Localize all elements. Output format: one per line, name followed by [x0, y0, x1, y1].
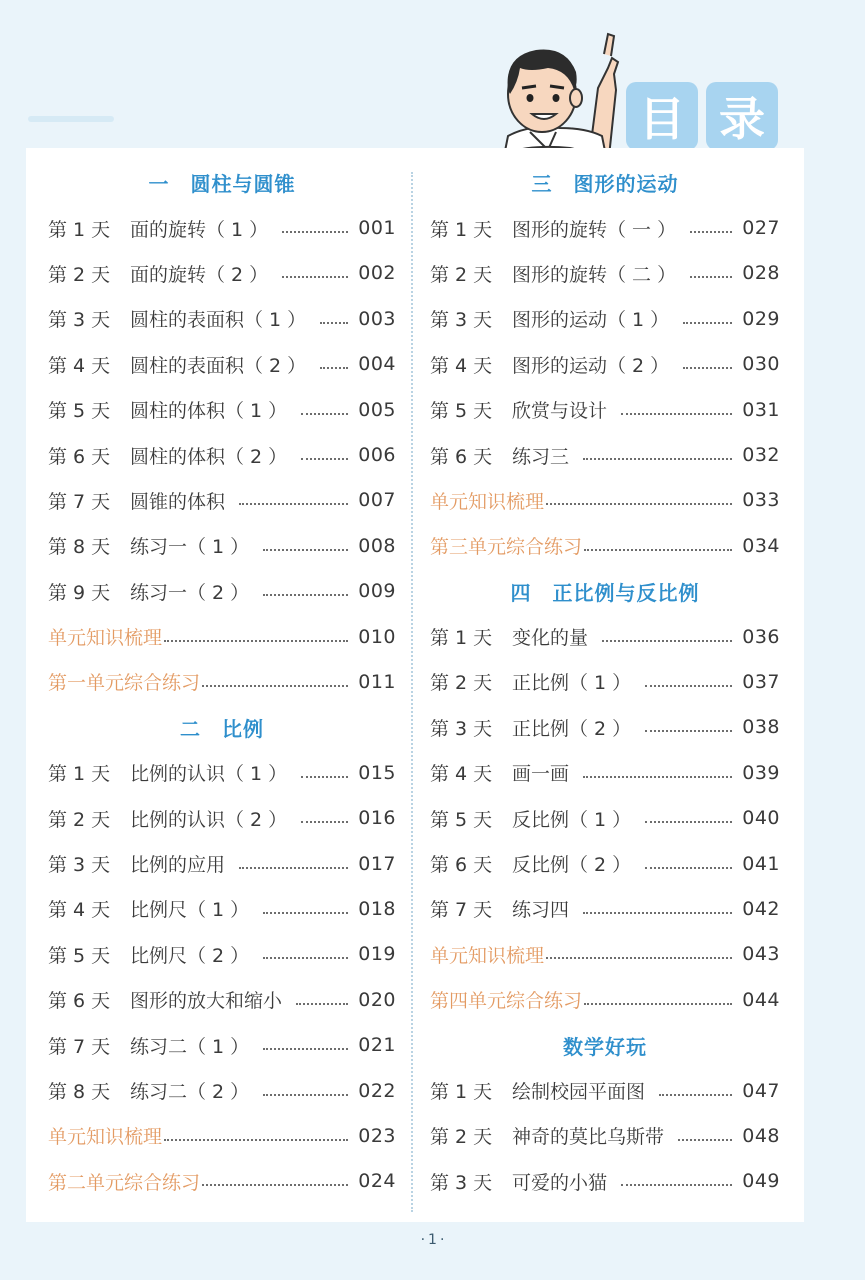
entry-title: 图形的旋转（ 二 ） — [512, 263, 677, 286]
toc-entry[interactable] — [48, 296, 396, 341]
day-label: 第 6 天 — [48, 990, 111, 1013]
leader-dots — [164, 1139, 348, 1141]
leader-dots — [263, 1094, 348, 1096]
toc-entry[interactable] — [48, 432, 396, 477]
day-label: 第 2 天 — [48, 263, 111, 286]
page-number: 039 — [742, 761, 780, 784]
page-number: 043 — [742, 943, 780, 966]
leader-dots — [645, 867, 732, 869]
entry-title: 圆柱的表面积（ 1 ） — [130, 309, 307, 332]
day-label: 第 7 天 — [430, 899, 493, 922]
leader-dots — [683, 367, 732, 369]
entry-title: 练习一（ 2 ） — [130, 581, 250, 604]
entry-title: 第三单元综合练习 — [430, 536, 583, 559]
page-number: 049 — [742, 1170, 780, 1193]
unit-title-2: 二 比例 — [180, 716, 264, 741]
toc-left-column — [48, 160, 396, 1204]
leader-dots — [602, 640, 732, 642]
column-divider — [411, 172, 413, 1212]
page-number: 021 — [358, 1034, 396, 1057]
toc-entry[interactable] — [48, 1022, 396, 1067]
entry-title: 单元知识梳理 — [430, 490, 545, 513]
leader-dots — [546, 503, 732, 505]
unit-title-4: 四 正比例与反比例 — [510, 580, 700, 605]
entry-title: 比例的认识（ 1 ） — [130, 763, 288, 786]
entry-title: 单元知识梳理 — [430, 944, 545, 967]
leader-dots — [263, 1048, 348, 1050]
page-number: 024 — [358, 1170, 396, 1193]
entry-title: 正比例（ 2 ） — [512, 717, 632, 740]
page-number: 010 — [358, 625, 396, 648]
toc-entry[interactable] — [430, 251, 780, 296]
toc-entry[interactable] — [48, 795, 396, 840]
entry-title: 比例的应用 — [130, 854, 226, 877]
day-label: 第 5 天 — [48, 944, 111, 967]
page-number: 015 — [358, 761, 396, 784]
toc-entry[interactable] — [430, 705, 780, 750]
page-number: 020 — [358, 988, 396, 1011]
page-number: 034 — [742, 534, 780, 557]
day-label: 第 3 天 — [430, 309, 493, 332]
leader-dots — [301, 413, 348, 415]
entry-title: 练习三 — [512, 445, 570, 468]
leader-dots — [239, 503, 348, 505]
toc-entry[interactable] — [48, 977, 396, 1022]
leader-dots — [583, 912, 732, 914]
unit-title-1: 一 圆柱与圆锥 — [148, 172, 296, 197]
leader-dots — [263, 957, 348, 959]
leader-dots — [678, 1139, 732, 1141]
leader-dots — [263, 549, 348, 551]
entry-title: 练习一（ 1 ） — [130, 536, 250, 559]
page-number: 006 — [358, 444, 396, 467]
day-label: 第 6 天 — [430, 445, 493, 468]
day-label: 第 3 天 — [430, 1171, 493, 1194]
leader-dots — [239, 867, 348, 869]
page-number: 032 — [742, 444, 780, 467]
entry-title: 比例尺（ 2 ） — [130, 944, 250, 967]
entry-title: 第一单元综合练习 — [48, 672, 201, 695]
leader-dots — [202, 685, 348, 687]
toc-entry[interactable] — [48, 569, 396, 614]
toc-entry-review[interactable] — [48, 659, 396, 704]
page-number: 009 — [358, 580, 396, 603]
page-number: 002 — [358, 262, 396, 285]
toc-entry-review[interactable] — [430, 977, 780, 1022]
day-label: 第 5 天 — [48, 400, 111, 423]
day-label: 第 2 天 — [430, 1126, 493, 1149]
toc-entry[interactable] — [430, 205, 780, 250]
leader-dots — [645, 821, 732, 823]
page-number: 029 — [742, 307, 780, 330]
entry-title: 比例的认识（ 2 ） — [130, 808, 288, 831]
toc-entry[interactable] — [48, 478, 396, 523]
day-label: 第 5 天 — [430, 808, 493, 831]
entry-title: 图形的放大和缩小 — [130, 990, 283, 1013]
page-number: 047 — [742, 1079, 780, 1102]
page-number: 037 — [742, 670, 780, 693]
page-number: 023 — [358, 1124, 396, 1147]
entry-title: 图形的运动（ 2 ） — [512, 354, 670, 377]
entry-title: 圆柱的体积（ 1 ） — [130, 400, 288, 423]
entry-title: 神奇的莫比乌斯带 — [512, 1126, 665, 1149]
page-number: 027 — [742, 217, 780, 240]
toc-entry-review[interactable] — [48, 1113, 396, 1158]
entry-title: 反比例（ 2 ） — [512, 854, 632, 877]
page-number: 040 — [742, 807, 780, 830]
toc-entry[interactable] — [430, 296, 780, 341]
toc-entry[interactable] — [430, 1159, 780, 1204]
page-number: 038 — [742, 716, 780, 739]
page-number: 041 — [742, 852, 780, 875]
leader-dots — [584, 549, 732, 551]
page-number: 019 — [358, 943, 396, 966]
day-label: 第 4 天 — [430, 763, 493, 786]
leader-dots — [301, 458, 348, 460]
page-number: 008 — [358, 534, 396, 557]
toc-entry[interactable] — [430, 659, 780, 704]
day-label: 第 8 天 — [48, 1081, 111, 1103]
day-label: 第 4 天 — [430, 354, 493, 377]
day-label: 第 1 天 — [430, 218, 493, 241]
entry-title: 变化的量 — [512, 627, 589, 650]
leader-dots — [546, 957, 732, 959]
leader-dots — [645, 685, 732, 687]
day-label: 第 1 天 — [48, 218, 111, 241]
leader-dots — [301, 821, 348, 823]
day-label: 第 2 天 — [430, 263, 493, 286]
entry-title: 练习二（ 2 ） — [130, 1081, 250, 1103]
toc-entry[interactable] — [430, 614, 780, 659]
toc-entry[interactable] — [48, 841, 396, 886]
toc-entry[interactable] — [48, 1068, 396, 1113]
unit-title-3: 三 图形的运动 — [531, 172, 679, 197]
entry-title: 单元知识梳理 — [48, 627, 163, 650]
page-number: 018 — [358, 897, 396, 920]
leader-dots — [263, 594, 348, 596]
leader-dots — [621, 413, 732, 415]
title-char-2: 录 — [706, 82, 778, 150]
leader-dots — [320, 322, 348, 324]
toc-entry[interactable] — [48, 251, 396, 296]
toc-entry[interactable] — [48, 205, 396, 250]
day-label: 第 2 天 — [430, 672, 493, 695]
toc-entry[interactable] — [430, 750, 780, 795]
leader-dots — [645, 730, 732, 732]
toc-entry[interactable] — [48, 932, 396, 977]
toc-entry[interactable] — [48, 886, 396, 931]
day-label: 第 7 天 — [48, 490, 111, 513]
entry-title: 第四单元综合练习 — [430, 990, 583, 1013]
page-number: 022 — [358, 1079, 396, 1102]
leader-dots — [659, 1094, 732, 1096]
leader-dots — [583, 458, 732, 460]
entry-title: 图形的运动（ 1 ） — [512, 309, 670, 332]
day-label: 第 4 天 — [48, 899, 111, 922]
day-label: 第 9 天 — [48, 581, 111, 604]
page-number: 017 — [358, 852, 396, 875]
page-number: 028 — [742, 262, 780, 285]
entry-title: 圆锥的体积 — [130, 490, 226, 513]
page-number: 031 — [742, 398, 780, 421]
page-number: 036 — [742, 625, 780, 648]
leader-dots — [584, 1003, 732, 1005]
entry-title: 画一画 — [512, 763, 570, 786]
page-number: 030 — [742, 353, 780, 376]
day-label: 第 3 天 — [430, 717, 493, 740]
leader-dots — [683, 322, 732, 324]
page-number: 001 — [358, 217, 396, 240]
title-char-1: 目 — [626, 82, 698, 150]
day-label: 第 6 天 — [48, 445, 111, 468]
leader-dots — [690, 276, 732, 278]
top-left-decoration — [26, 112, 116, 128]
entry-title: 圆柱的表面积（ 2 ） — [130, 354, 307, 377]
toc-right-column — [430, 160, 780, 1204]
page-number: 004 — [358, 353, 396, 376]
leader-dots — [301, 776, 348, 778]
leader-dots — [202, 1184, 348, 1186]
day-label: 第 6 天 — [430, 854, 493, 877]
leader-dots — [263, 912, 348, 914]
page-number: 003 — [358, 307, 396, 330]
leader-dots — [583, 776, 732, 778]
entry-title: 练习二（ 1 ） — [130, 1035, 250, 1058]
page-number: 011 — [358, 670, 396, 693]
entry-title: 正比例（ 1 ） — [512, 672, 632, 695]
cartoon-boy-illustration — [490, 28, 640, 166]
toc-entry[interactable] — [430, 1068, 780, 1113]
entry-title: 比例尺（ 1 ） — [130, 899, 250, 922]
toc-entry[interactable] — [430, 387, 780, 432]
leader-dots — [621, 1184, 732, 1186]
page-number: 048 — [742, 1124, 780, 1147]
entry-title: 面的旋转（ 1 ） — [130, 218, 269, 241]
day-label: 第 1 天 — [430, 627, 493, 650]
page-number: 044 — [742, 988, 780, 1011]
day-label: 第 8 天 — [48, 536, 111, 559]
day-label: 第 2 天 — [48, 808, 111, 831]
toc-entry[interactable] — [48, 750, 396, 795]
footer-page-number: · 1 · — [418, 1232, 448, 1248]
entry-title: 练习四 — [512, 899, 570, 922]
entry-title: 单元知识梳理 — [48, 1126, 163, 1149]
day-label: 第 5 天 — [430, 400, 493, 423]
page-number: 016 — [358, 807, 396, 830]
day-label: 第 1 天 — [48, 763, 111, 786]
page-footer-number — [0, 1232, 865, 1248]
toc-entry[interactable] — [430, 342, 780, 387]
page-number: 007 — [358, 489, 396, 512]
toc-entry[interactable] — [430, 841, 780, 886]
toc-entry[interactable] — [430, 886, 780, 931]
day-label: 第 4 天 — [48, 354, 111, 377]
entry-title: 第二单元综合练习 — [48, 1171, 201, 1194]
leader-dots — [282, 276, 348, 278]
day-label: 第 3 天 — [48, 854, 111, 877]
page-number: 042 — [742, 897, 780, 920]
toc-entry[interactable] — [430, 432, 780, 477]
day-label: 第 1 天 — [430, 1081, 493, 1103]
toc-entry-review[interactable] — [430, 478, 780, 523]
toc-entry[interactable] — [48, 387, 396, 432]
toc-entry-review[interactable] — [48, 614, 396, 659]
entry-title: 反比例（ 1 ） — [512, 808, 632, 831]
toc-entry[interactable] — [430, 1113, 780, 1158]
leader-dots — [320, 367, 348, 369]
entry-title: 面的旋转（ 2 ） — [130, 263, 269, 286]
page-number: 005 — [358, 398, 396, 421]
toc-entry[interactable] — [430, 795, 780, 840]
toc-entry-review[interactable] — [430, 523, 780, 568]
entry-title: 欣赏与设计 — [512, 400, 608, 423]
leader-dots — [296, 1003, 348, 1005]
leader-dots — [690, 231, 732, 233]
day-label: 第 3 天 — [48, 309, 111, 332]
leader-dots — [282, 231, 348, 233]
entry-title: 图形的旋转（ 一 ） — [512, 218, 677, 241]
entry-title: 绘制校园平面图 — [512, 1081, 646, 1103]
leader-dots — [164, 640, 348, 642]
toc-entry[interactable] — [48, 342, 396, 387]
page-number: 033 — [742, 489, 780, 512]
day-label: 第 7 天 — [48, 1035, 111, 1058]
toc-entry-review[interactable] — [48, 1159, 396, 1204]
toc-entry[interactable] — [48, 523, 396, 568]
toc-entry-review[interactable] — [430, 932, 780, 977]
entry-title: 圆柱的体积（ 2 ） — [130, 445, 288, 468]
entry-title: 可爱的小猫 — [512, 1171, 608, 1194]
unit-title-5: 数学好玩 — [563, 1034, 647, 1059]
